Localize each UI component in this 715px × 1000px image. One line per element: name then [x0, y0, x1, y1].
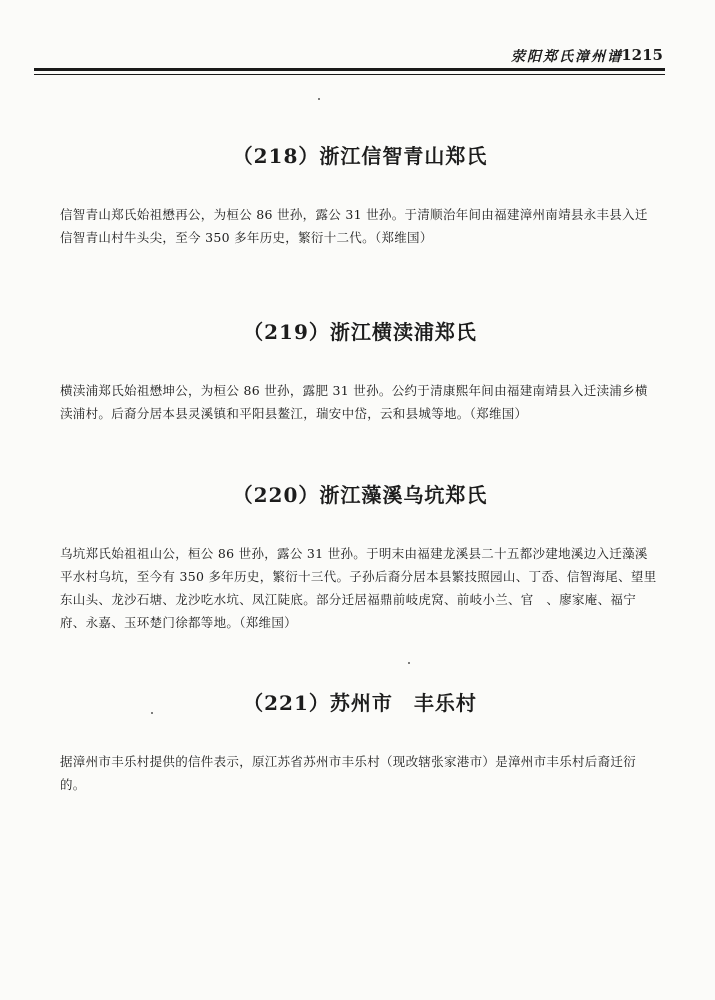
section-text: 横渎浦郑氏始祖懋坤公，为桓公 86 世孙，露肥 31 世孙。公约于清康熙年间由福建南靖县入迁渎浦乡横渎浦村。后裔分居本县灵溪镇和平阳县鳌江，瑞安中岱，云和县城等地。（郑维国）	[60, 383, 648, 421]
header-rule-thin	[34, 74, 665, 75]
page-header	[0, 44, 715, 68]
scan-speck	[408, 662, 410, 664]
scan-speck	[151, 712, 153, 714]
section-218	[60, 140, 660, 249]
section-220	[60, 479, 660, 634]
section-title: （219）浙江横渎浦郑氏	[243, 320, 477, 344]
section-title: （218）浙江信智青山郑氏	[232, 144, 488, 168]
section-221	[60, 687, 660, 796]
scan-speck	[318, 98, 320, 100]
section-text: 乌坑郑氏始祖祖山公，桓公 86 世孙，露公 31 世孙。于明末由福建龙溪县二十五都沙建地溪边入迁藻溪平水村乌坑，至今有 350 多年历史，繁衍十三代。子孙后裔分居本县繁技照园山、丁岙、信智海尾、望里东山头、龙沙石塘、龙沙吃水坑、凤江陡底。部分迁居福鼎前岐虎窝、前岐小兰、官 、廖家庵、福宁府、永嘉、玉环楚门徐都等地。（郑维国）	[60, 546, 657, 630]
running-title: 荥阳郑氏漳州谱	[511, 49, 623, 65]
section-text: 信智青山郑氏始祖懋再公，为桓公 86 世孙，露公 31 世孙。于清顺治年间由福建漳州南靖县永丰县入迁信智青山村牛头尖，至今 350 多年历史，繁衍十二代。（郑维国）	[60, 207, 648, 245]
section-title: （220）浙江藻溪乌坑郑氏	[232, 483, 488, 507]
page-number: 1215	[621, 46, 663, 64]
header-rule-thick	[34, 68, 665, 71]
section-219	[60, 316, 660, 425]
section-title: （221）苏州市 丰乐村	[243, 691, 477, 715]
section-text: 据漳州市丰乐村提供的信件表示，原江苏省苏州市丰乐村（现改辖张家港市）是漳州市丰乐村后裔迁衍的。	[60, 754, 637, 792]
